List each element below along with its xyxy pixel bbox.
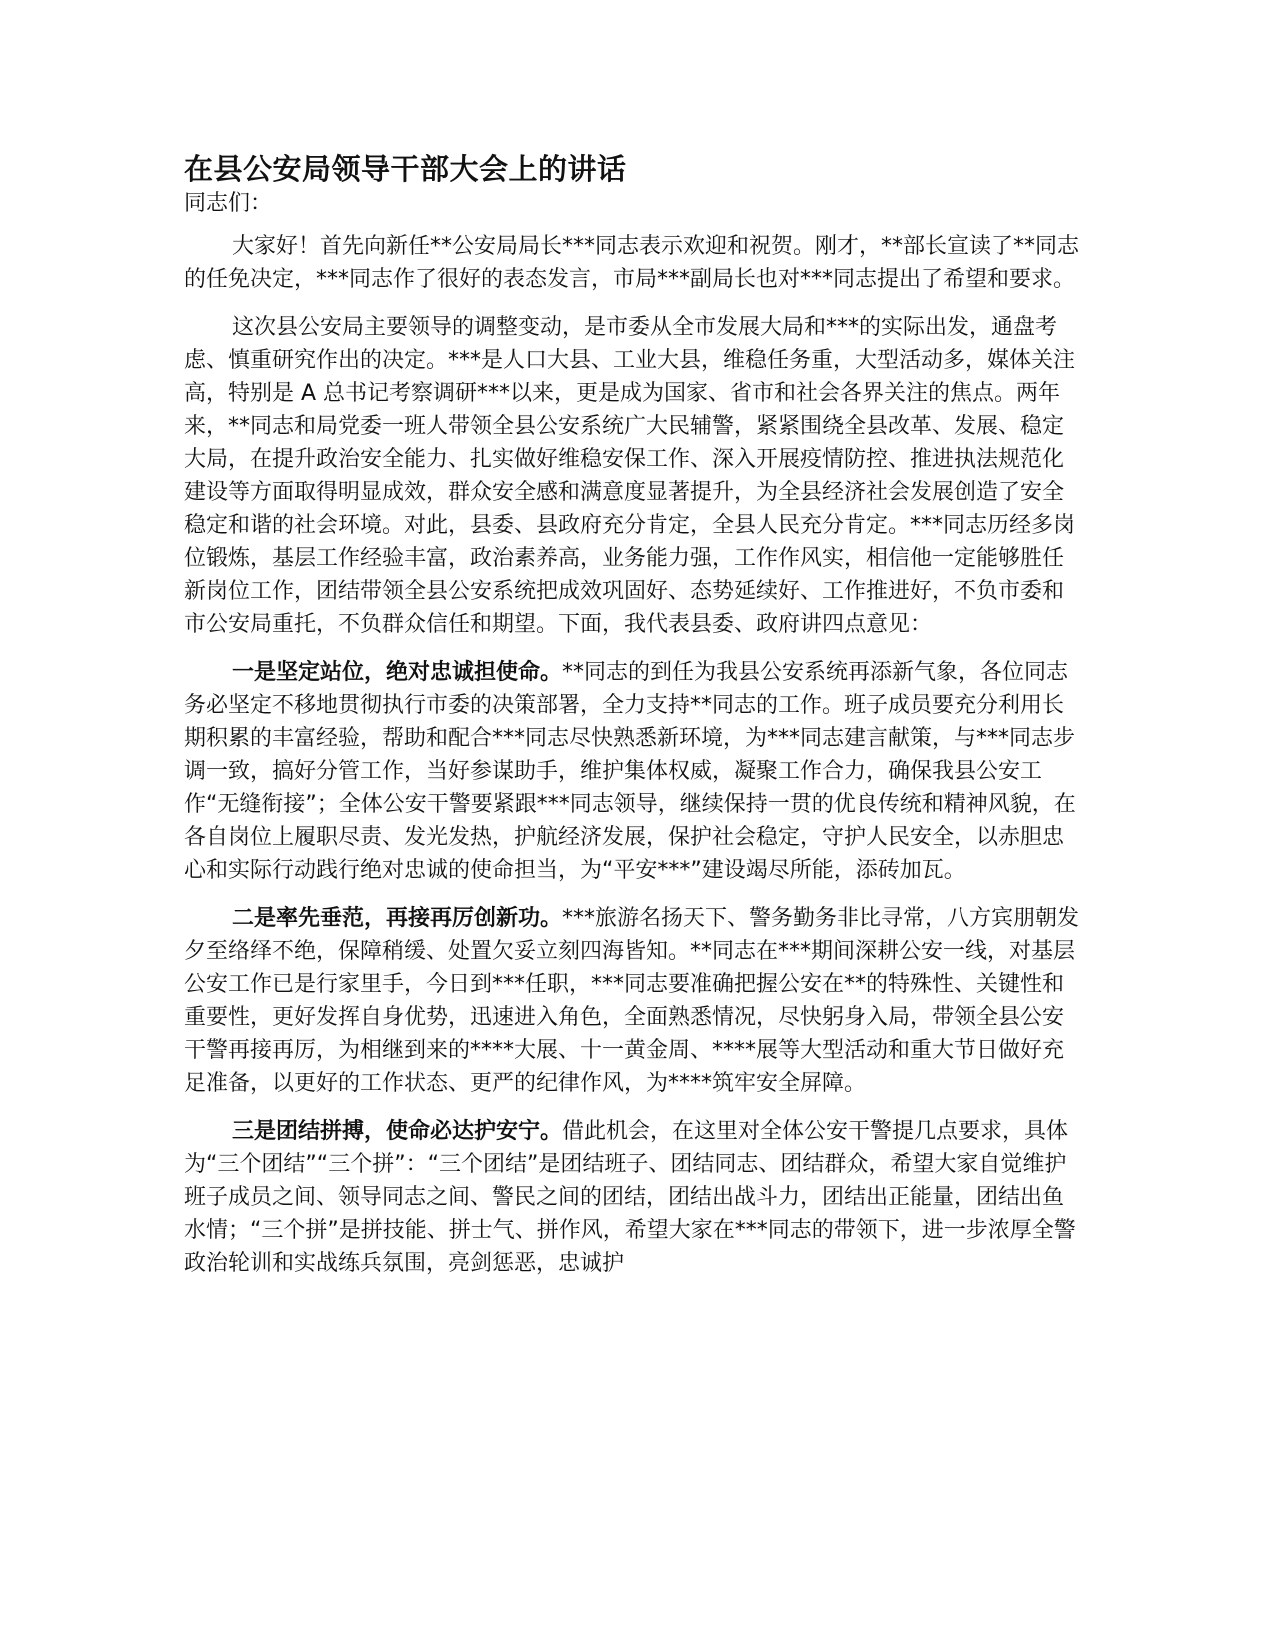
paragraph-5 [184,1115,1080,1280]
salutation: 同志们： [184,191,273,216]
paragraph-3 [184,656,1080,887]
paragraph-text: 这次县公安局主要领导的调整变动，是市委从全市发展大局和***的实际出发，通盘考虑、慎重研究作出的决定。***是人口大县、工业大县，维稳任务重，大型活动多，媒体关注高，特别是 A 总书记考察调研***以来，更是成为国家、省市和社会各界关注的焦点。两年来，**同志和局党委一班人带领全县公安系统广大民辅警，紧紧围绕全县改革、发展、稳定大局，在提升政治安全能力、扎实做好维稳安保工作、深入开展疫情防控、推进执法规范化建设等方面取得明显成效，群众安全感和满意度显著提升，为全县经济社会发展创造了安全稳定和谐的社会环境。对此，县委、县政府充分肯定，全县人民充分肯定。***同志历经多岗位锻炼，基层工作经验丰富，政治素养高，业务能力强，工作作风实，相信他一定能够胜任新岗位工作，团结带领全县公安系统把成效巩固好、态势延续好、工作推进好，不负市委和市公安局重托，不负群众信任和期望。下面，我代表县委、政府讲四点意见： [184,315,1076,637]
paragraph-text: 借此机会，在这里对全体公安干警提几点要求，具体为“三个团结”“三个拼”：“三个团结”是团结班子、团结同志、团结群众，希望大家自觉维护班子成员之间、领导同志之间、警民之间的团结，团结出战斗力，团结出正能量，团结出鱼水情；“三个拼”是拼技能、拼士气、拼作风，希望大家在***同志的带领下，进一步浓厚全警政治轮训和实战练兵氛围，亮剑惩恶，忠诚护 [184,1119,1076,1276]
paragraph-2 [184,311,1080,641]
paragraph-lead: 一是坚定站位，绝对忠诚担使命。 [232,660,563,685]
document-body [184,150,1080,1295]
paragraph-4 [184,902,1080,1100]
paragraph-text: 大家好！首先向新任**公安局局长***同志表示欢迎和祝贺。刚才，**部长宣读了**同志的任免决定，***同志作了很好的表态发言，市局***副局长也对***同志提出了希望和要求。 [184,234,1080,292]
paragraph-lead: 二是率先垂范，再接再厉创新功。 [232,906,563,931]
paragraph-text: **同志的到任为我县公安系统再添新气象，各位同志务必坚定不移地贯彻执行市委的决策部署，全力支持**同志的工作。班子成员要充分利用长期积累的丰富经验，帮助和配合***同志尽快熟悉新环境，为***同志建言献策，与***同志步调一致，搞好分管工作，当好参谋助手，维护集体权威，凝聚工作合力，确保我县公安工作“无缝衔接”；全体公安干警要紧跟***同志领导，继续保持一贯的优良传统和精神风貌，在各自岗位上履职尽责、发光发热，护航经济发展，保护社会稳定，守护人民安全，以赤胆忠心和实际行动践行绝对忠诚的使命担当，为“平安***”建设竭尽所能，添砖加瓦。 [184,660,1076,883]
paragraph-lead: 三是团结拼搏，使命必达护安宁。 [232,1119,563,1144]
paragraph-text: ***旅游名扬天下、警务勤务非比寻常，八方宾朋朝发夕至络绎不绝，保障稍缓、处置欠妥立刻四海皆知。**同志在***期间深耕公安一线，对基层公安工作已是行家里手，今日到***任职，***同志要准确把握公安在**的特殊性、关键性和重要性，更好发挥自身优势，迅速进入角色，全面熟悉情况，尽快躬身入局，带领全县公安干警再接再厉，为相继到来的****大展、十一黄金周、****展等大型活动和重大节日做好充足准备，以更好的工作状态、更严的纪律作风，为****筑牢安全屏障。 [184,906,1080,1096]
document-title: 在县公安局领导干部大会上的讲话 [184,152,627,186]
paragraph-1 [184,230,1080,296]
